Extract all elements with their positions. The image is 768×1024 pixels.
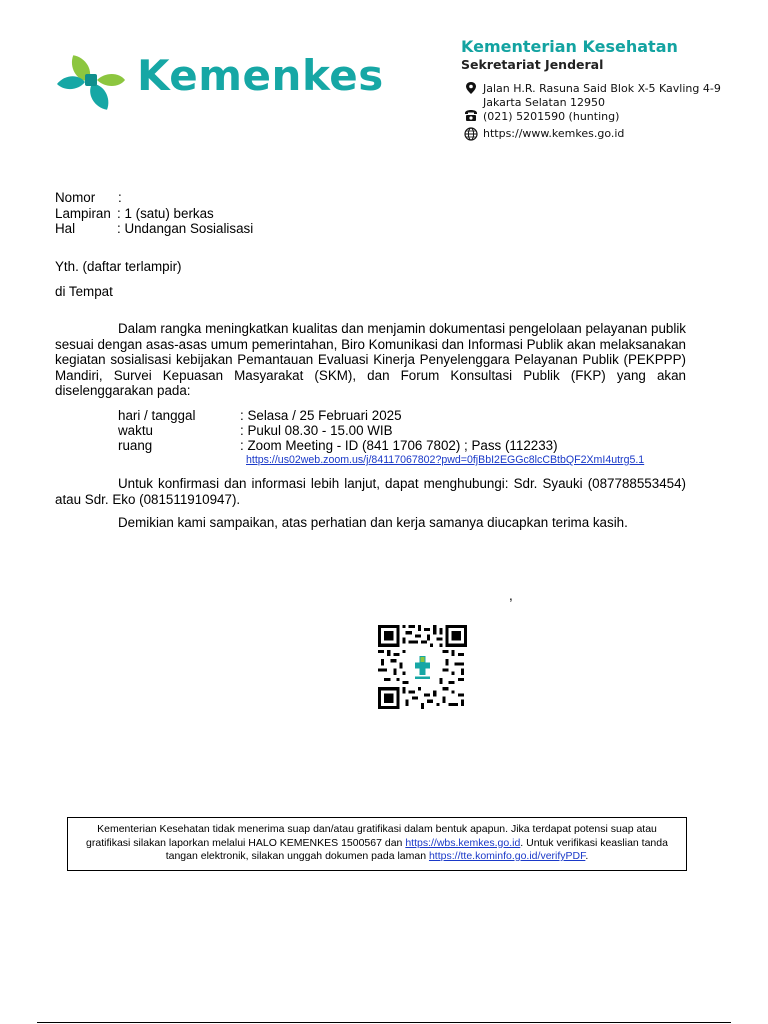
detail-value-time: : Pukul 08.30 - 15.00 WIB (240, 423, 393, 438)
ministry-name: Kementerian Kesehatan (461, 37, 678, 56)
detail-label-date: hari / tanggal (118, 408, 196, 423)
detail-label-room: ruang (118, 438, 153, 453)
body-paragraph-2-text: Untuk konfirmasi dan informasi lebih lanjut, dapat menghubungi: Sdr. Syauki (087788553454) atau Sdr. Eko (081511910947). (55, 476, 686, 507)
website-link[interactable]: https://www.kemkes.go.id (483, 127, 625, 140)
nomor-value: : (118, 190, 122, 205)
footer-text-2: . Untuk verifikasi keaslian tanda tangan elektronik, silakan unggah dokumen pada laman (165, 836, 668, 862)
nomor-label: Nomor (55, 190, 96, 205)
hal-value: : Undangan Sosialisasi (117, 221, 254, 236)
phone-icon (464, 110, 478, 122)
location-pin-icon (465, 82, 477, 95)
zoom-meeting-link[interactable]: https://us02web.zoom.us/j/84117067802?pwd=0fjBbI2EGGc8lcCBtbQF2XmI4utrg5.1 (246, 454, 645, 466)
detail-label-time: waktu (118, 423, 153, 438)
globe-icon (464, 127, 478, 141)
address-line-1: Jalan H.R. Rasuna Said Blok X-5 Kavling 4-9 (483, 82, 721, 95)
secretariat-name: Sekretariat Jenderal (461, 57, 604, 72)
footer-text-3: . (585, 850, 589, 862)
lampiran-value: : 1 (satu) berkas (117, 206, 214, 221)
brand-name: Kemenkes (137, 51, 384, 100)
footer-disclaimer-box (67, 817, 687, 871)
phone-number: (021) 5201590 (hunting) (483, 110, 620, 123)
recipient-place: di Tempat (55, 284, 113, 299)
body-paragraph-2 (55, 476, 686, 507)
kemenkes-logo-icon (55, 48, 127, 116)
footer-text-1: Kementerian Kesehatan tidak menerima suap dan/atau gratifikasi dalam bentuk apapun. Jika terdapat potensi suap atau gratifikasi silakan laporkan melalui HALO KEMENKES 1500567 dan (86, 823, 657, 849)
body-paragraph-1-text: Dalam rangka meningkatkan kualitas dan menjamin dokumentasi pengelolaan pelayanan publik sesuai dengan asas-asas umum pemerintahan, Biro Komunikasi dan Informasi Publik akan melaksanakan kegiatan sosialisasi kebijakan Pemantauan Evaluasi Kinerja Penyelenggara Pelayanan Publik (PEKPPP) Mandiri, Survei Kepuasan Masyarakat (SKM), dan Forum Konsultasi Publik (FKP) yang akan diselenggarakan pada: (55, 321, 686, 399)
wbs-link[interactable]: https://wbs.kemkes.go.id (405, 836, 521, 849)
verify-pdf-link[interactable]: https://tte.kominfo.go.id/verifyPDF (428, 850, 586, 862)
body-paragraph-3-text: Demikian kami sampaikan, atas perhatian dan kerja samanya diucapkan terima kasih. (118, 515, 628, 530)
recipient-line: Yth. (daftar terlampir) (55, 259, 182, 274)
body-paragraph-3 (55, 515, 686, 531)
hal-label: Hal (55, 221, 76, 236)
page-bottom-divider (37, 1022, 731, 1023)
signature-qr-code (378, 625, 467, 709)
address-line-2: Jakarta Selatan 12950 (483, 96, 606, 109)
lampiran-label: Lampiran (55, 206, 111, 221)
detail-value-room: : Zoom Meeting - ID (841 1706 7802) ; Pass (112233) (240, 438, 558, 453)
signature-comma: , (509, 588, 513, 603)
body-paragraph-1 (55, 321, 686, 399)
detail-value-date: : Selasa / 25 Februari 2025 (240, 408, 402, 423)
